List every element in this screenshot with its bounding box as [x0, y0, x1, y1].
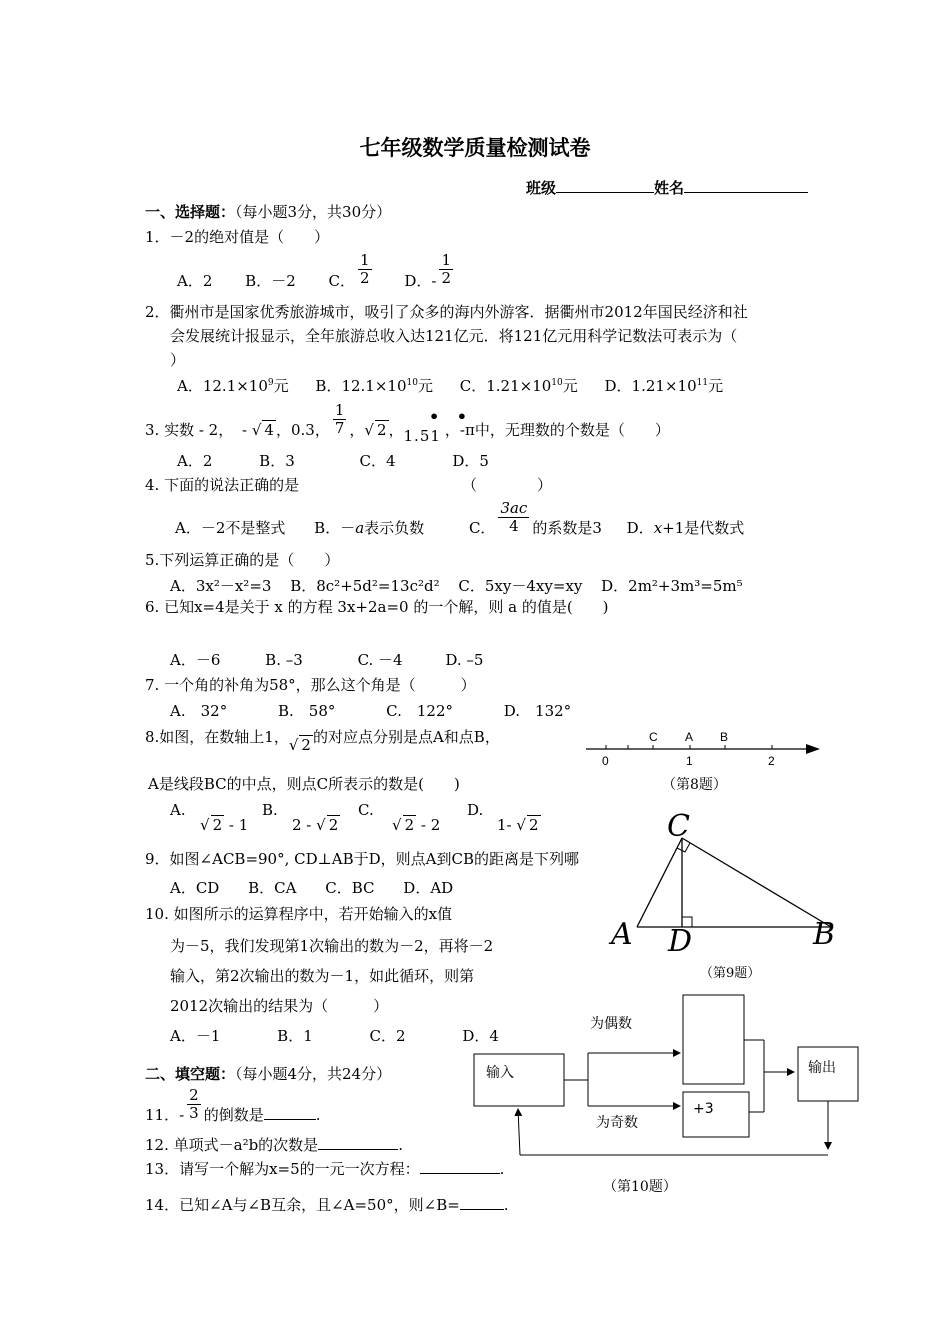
segment-cb	[682, 838, 831, 927]
section-1-note: （每小题3分，共30分）	[235, 203, 392, 221]
q10-option-a: A．－1	[170, 1027, 221, 1045]
q8-option-a: √ 2 - 1	[200, 816, 249, 834]
q4-option-a: A．－2不是整式	[175, 519, 286, 537]
q2-option-d: D．$1.21\times 10^{11}$元	[604, 377, 724, 395]
odd-label: 为奇数	[596, 1115, 638, 1131]
q5-option-d: D．2m²+3m³=5m⁵	[601, 577, 743, 595]
page-title: 七年级数学质量检测试卷	[359, 136, 591, 160]
q10-figure-caption: （第10题）	[603, 1179, 677, 1195]
label-c: C	[649, 730, 658, 744]
q10-line-1: 10. 如图所示的运算程序中，若开始输入的x值	[145, 905, 453, 923]
loop-back-arrow	[518, 1109, 520, 1155]
q11	[145, 1086, 321, 1124]
q2-line-1: 2．衢州市是国家优秀旅游城市，吸引了众多的海内外游客．据衢州市2012年国民经济和社	[145, 303, 748, 321]
label-2: 2	[768, 754, 775, 768]
q7-stem: 7. 一个角的补角为58°，那么这个角是（ ）	[145, 676, 476, 694]
q9-option-a: A．CD	[170, 879, 220, 897]
section-2-note: （每小题4分，共24分）	[235, 1065, 392, 1083]
q4-stem: 4. 下面的说法正确的是	[145, 476, 300, 494]
q3-option-a: A．2	[177, 452, 213, 470]
q3-neg-sqrt4: - √ 4	[242, 421, 274, 439]
q9-stem: 9．如图∠ACB=90°, CD⊥AB于D，则点A到CB的距离是下列哪	[145, 850, 579, 868]
q7-option-b: B. 58°	[277, 702, 336, 720]
q8-options	[170, 801, 570, 841]
number-line-arrow-icon	[806, 744, 820, 754]
q4-option-c-fraction: $\frac{3ac}{4}$	[500, 499, 528, 535]
q1-option-d: D．-	[404, 272, 437, 290]
q10-options	[170, 1027, 499, 1045]
q8-option-d-label: D.	[467, 801, 484, 819]
q9-option-b: B．CA	[248, 879, 297, 897]
q11-pre: 11．-	[145, 1106, 185, 1124]
q5-option-b: B．8c²+5d²=13c²d²	[290, 577, 440, 595]
q13	[145, 1159, 504, 1178]
q4-options	[175, 499, 745, 537]
q8-option-b: 2 - √ 2	[292, 816, 339, 834]
q14	[145, 1195, 509, 1214]
q8-option-d: 1- √ 2	[497, 816, 539, 834]
name-blank[interactable]	[684, 178, 808, 193]
q1-option-a: A．2	[177, 272, 213, 290]
q7-option-d: D. 132°	[503, 702, 572, 720]
plus3-label: +3	[693, 1101, 714, 1117]
q10-line-3: 输入，第2次输出的数为－1，如此循环，则第	[170, 967, 475, 985]
section-2-title: 二、填空题：	[145, 1065, 236, 1083]
q9-triangle-figure	[605, 808, 850, 958]
even-operation-box	[683, 995, 744, 1084]
q8-figure-caption: （第8题）	[662, 777, 727, 793]
q6-option-c: C. －4	[357, 651, 403, 669]
q3-option-b: B．3	[259, 452, 295, 470]
q9-figure-caption: （第9题）	[700, 966, 761, 981]
q11-end: .	[315, 1106, 321, 1124]
q6-options	[170, 651, 483, 669]
q1-stem: 1．－2的绝对值是（ ）	[145, 228, 330, 246]
section-2-heading	[145, 1065, 391, 1083]
class-name-line	[526, 178, 808, 197]
q3-sqrt2: √ 2	[364, 421, 387, 439]
q5-option-c: C．5xy－4xy=xy	[458, 577, 583, 595]
q2-option-c: C．$1.21\times 10^{10}$元	[459, 377, 578, 395]
q8-option-c: √ 2 - 2	[392, 816, 441, 834]
q2-option-b: B．$12.1\times 10^{10}$元	[315, 377, 433, 395]
q14-answer-blank[interactable]	[460, 1195, 504, 1210]
q12	[145, 1135, 403, 1154]
point-b: B	[813, 917, 836, 952]
q8-line-1-post: 的对应点分别是点A和点B，	[312, 728, 500, 746]
q5-option-a: A．3x²－x²=3	[170, 577, 272, 595]
even-label: 为偶数	[590, 1016, 632, 1032]
q12-end: .	[398, 1136, 403, 1154]
q11-fraction: $\frac{2}{3}$	[189, 1086, 199, 1122]
q8-option-a-label: A.	[170, 801, 186, 819]
q12-text: 12. 单项式－a²b的次数是	[145, 1136, 319, 1154]
q2-options	[177, 377, 723, 395]
class-label: 班级	[526, 179, 557, 197]
q12-answer-blank[interactable]	[318, 1135, 398, 1150]
segment-ac	[637, 838, 682, 927]
output-label: 输出	[808, 1060, 836, 1076]
q10-flowchart-figure	[470, 990, 870, 1165]
q9-option-c: C．BC	[325, 879, 375, 897]
q4-option-b: B．－a表示负数	[314, 519, 425, 537]
q10-option-d: D．4	[462, 1027, 499, 1045]
q9-options	[170, 879, 453, 897]
q14-text: 14．已知∠A与∠B互余，且∠A=50°，则∠B=	[145, 1196, 460, 1214]
q13-answer-blank[interactable]	[420, 1159, 500, 1174]
q6-stem: 6. 已知x=4是关于 x 的方程 3x+2a=0 的一个解，则 a 的值是( )	[145, 598, 609, 616]
q3-post: ，-π中，无理数的个数是（ ）	[444, 421, 670, 439]
label-0: 0	[602, 754, 609, 768]
q4-paren: （ ）	[462, 476, 553, 494]
q3-fraction: $\frac{1}{7}$	[334, 401, 345, 437]
point-c: C	[667, 809, 690, 844]
q13-end: .	[499, 1160, 505, 1178]
q2-line-2: 会发展统计报显示，全年旅游总收入达121亿元．将121亿元用科学记数法可表示为（	[170, 327, 738, 345]
section-1-title: 一、选择题：	[145, 203, 236, 221]
q10-line-2: 为－5，我们发现第1次输出的数为－2，再将－2	[170, 937, 494, 955]
q8-line-2: A是线段BC的中点，则点C所表示的数是( )	[148, 775, 460, 793]
q8-option-c-label: C.	[358, 801, 374, 819]
input-label: 输入	[486, 1065, 514, 1081]
section-1-heading	[145, 203, 391, 221]
q1-option-d-fraction: $\frac{1}{2}$	[441, 251, 451, 287]
q8-sqrt2: √ 2	[288, 736, 311, 754]
q8-line-1-pre: 8.如图，在数轴上1，	[145, 728, 289, 746]
label-a: A	[685, 730, 694, 744]
q7-options	[170, 702, 571, 720]
q1-option-b: B．－2	[245, 272, 296, 290]
q7-option-c: C. 122°	[386, 702, 453, 720]
point-a: A	[611, 917, 633, 952]
q2-line-3: ）	[170, 351, 186, 369]
q13-text: 13．请写一个解为x=5的一元一次方程：	[145, 1160, 420, 1178]
q4-option-d: D．x+1是代数式	[626, 519, 745, 537]
q6-option-d: D. –5	[445, 651, 484, 669]
q3-option-d: D．5	[452, 452, 489, 470]
point-d: D	[668, 924, 693, 958]
q1-options	[177, 251, 456, 290]
q1-option-c: C．	[328, 272, 356, 290]
q8-option-b-label: B.	[262, 801, 278, 819]
q5-options	[170, 577, 743, 595]
q10-line-4: 2012次输出的结果为（ ）	[170, 997, 389, 1015]
q10-option-c: C．2	[369, 1027, 406, 1045]
q6-option-b: B. –3	[265, 651, 303, 669]
q11-post: 的倒数是	[203, 1106, 264, 1124]
q3-stem: 3. 实数 - 2， - √ 4 ，0.3， $\frac{1}{7}$ ，√ 2 ，1.51 ，-π中，无理数的个数是（ ）	[145, 401, 670, 445]
q1-option-c-fraction: $\frac{1}{2}$	[360, 251, 370, 287]
q10-option-b: B．1	[277, 1027, 313, 1045]
q8-line-1	[145, 727, 500, 754]
q3-pre: 3. 实数 - 2，	[145, 421, 234, 439]
q3-comma: ，	[349, 421, 365, 439]
q8-number-line-figure	[580, 725, 830, 770]
q4-option-c-text: 的系数是3	[532, 519, 602, 537]
q3-options	[177, 452, 489, 470]
name-label: 姓名	[654, 179, 685, 197]
q4-option-c: C．	[468, 519, 496, 537]
q11-answer-blank[interactable]	[264, 1105, 316, 1120]
q2-option-a: A．$12.1\times 10^9$元	[177, 377, 289, 395]
q6-option-a: A．－6	[170, 651, 221, 669]
q14-end: .	[503, 1196, 509, 1214]
q7-option-a: A. 32°	[170, 702, 228, 720]
q3-option-c: C．4	[359, 452, 396, 470]
label-1: 1	[686, 754, 693, 768]
q5-stem: 5.下列运算正确的是（ ）	[145, 551, 340, 569]
q3-repeat-dots-icon: • •	[429, 407, 474, 426]
class-blank[interactable]	[556, 178, 654, 193]
label-b: B	[720, 730, 729, 744]
q9-option-d: D．AD	[403, 879, 454, 897]
q3-decimal: ，0.3，	[275, 421, 330, 439]
q3-repeating-decimal: 1.51	[403, 427, 441, 445]
